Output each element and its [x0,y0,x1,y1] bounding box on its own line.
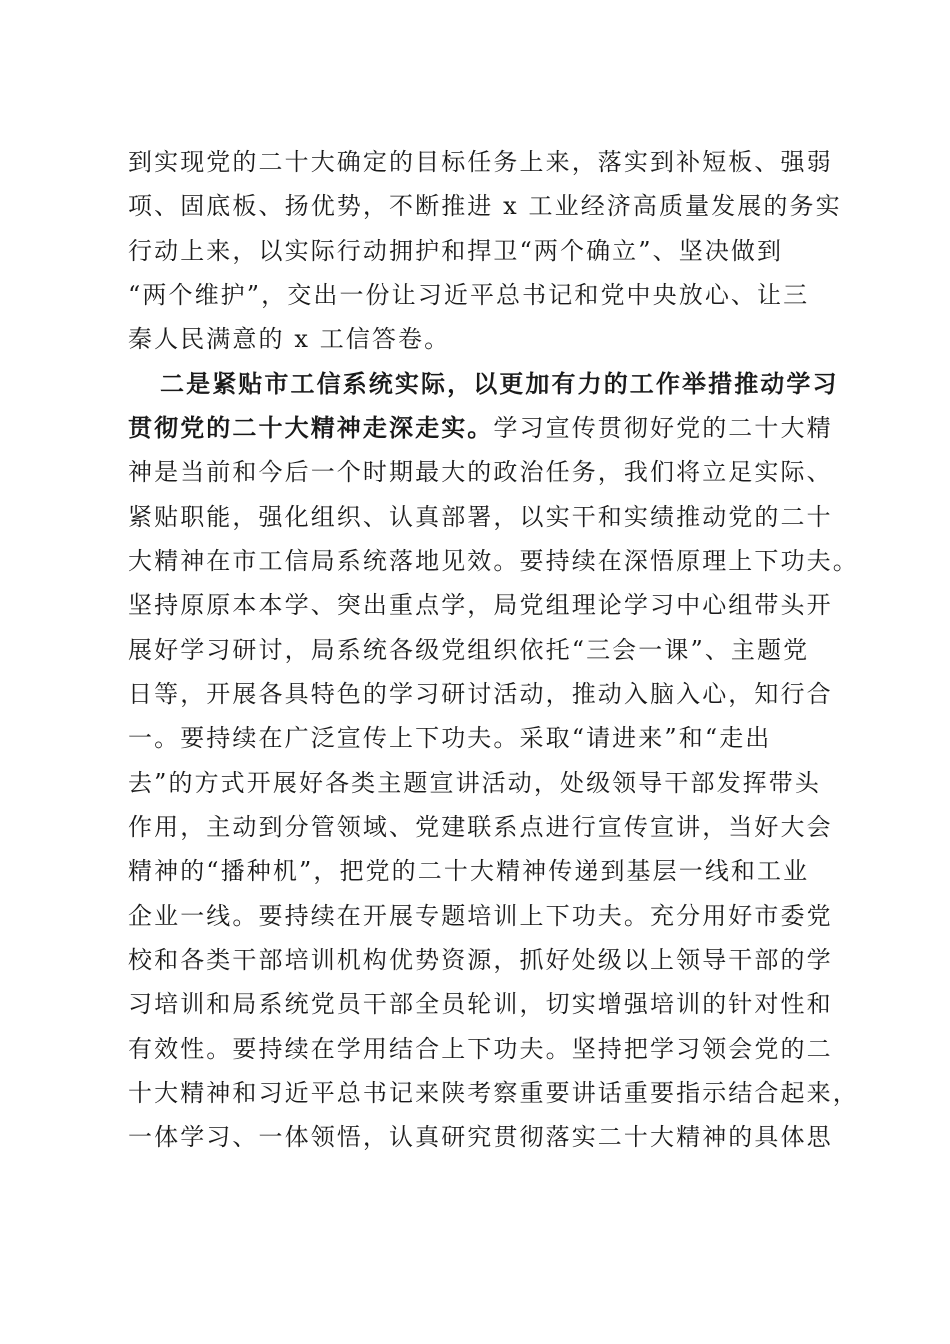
text-line [128,849,828,893]
text-segment: 行动上来，以实际行动拥护和捍卫“两个确立”、坚决做到 [128,236,784,265]
text-segment: 项、固底板、扬优势，不断推进 x 工业经济高质量发展的务实 [128,192,842,221]
text-line [128,628,828,672]
text-line [128,273,828,317]
text-line [128,229,828,273]
text-segment: 十大精神和习近平总书记来陕考察重要讲话重要指示结合起来， [128,1078,859,1107]
text-segment: 校和各类干部培训机构优势资源，抓好处级以上领导干部的学 [128,945,833,974]
bold-text-segment: 二是紧贴市工信系统实际，以更加有力的工作举措推动学习 [160,368,839,398]
text-line [128,938,833,982]
text-segment: 企业一线。要持续在开展专题培训上下功夫。充分用好市委党 [128,901,833,930]
text-segment: 学习宣传贯彻好党的二十大精 [493,413,833,442]
text-line [128,495,833,539]
text-line [128,716,828,760]
text-segment: 有效性。要持续在学用结合上下功夫。坚持把学习领会党的二 [128,1034,833,1063]
text-line [128,805,833,849]
document-body [128,140,859,1160]
text-segment: 紧贴职能，强化组织、认真部署，以实干和实绩推动党的二十 [128,502,833,531]
text-segment: 大精神在市工信局系统落地见效。要持续在深悟原理上下功夫。 [128,546,859,575]
text-line [128,317,828,361]
text-segment: 神是当前和今后一个时期最大的政治任务，我们将立足实际、 [128,458,833,487]
text-segment: “两个维护”，交出一份让习近平总书记和党中央放心、让三 [128,280,810,309]
text-line [128,583,833,627]
text-line [128,539,859,583]
text-line [128,1071,859,1115]
text-segment: 日等，开展各具特色的学习研讨活动，推动入脑入心，知行合 [128,679,833,708]
text-line [128,406,833,450]
text-segment: 到实现党的二十大确定的目标任务上来，落实到补短板、强弱 [128,148,833,176]
bold-text-segment: 贯彻党的二十大精神走深走实。 [128,412,494,442]
text-segment: 坚持原原本本学、突出重点学，局党组理论学习中心组带头开 [128,591,833,620]
text-segment: 精神的“播种机”，把党的二十大精神传递到基层一线和工业 [128,857,810,886]
text-line [128,982,833,1026]
text-line [128,184,842,228]
text-line [128,1115,833,1159]
text-line [128,450,833,494]
text-segment: 习培训和局系统党员干部全员轮训，切实增强培训的针对性和 [128,990,833,1019]
text-segment: 秦人民满意的 x 工信答卷。 [128,325,451,354]
text-line [128,761,828,805]
text-segment: 一。要持续在广泛宣传上下功夫。采取“请进来”和“走出 [128,724,772,753]
text-line [128,672,833,716]
text-segment: 去”的方式开展好各类主题宣讲活动，处级领导干部发挥带头 [128,768,821,797]
text-segment: 作用，主动到分管领域、党建联系点进行宣传宣讲，当好大会 [128,812,833,841]
text-line [128,362,839,406]
text-line [128,894,833,938]
text-segment: 展好学习研讨，局系统各级党组织依托“三会一课”、主题党 [128,635,810,664]
text-segment: 一体学习、一体领悟，认真研究贯彻落实二十大精神的具体思 [128,1123,833,1152]
text-line [128,140,833,184]
text-line [128,1027,833,1071]
